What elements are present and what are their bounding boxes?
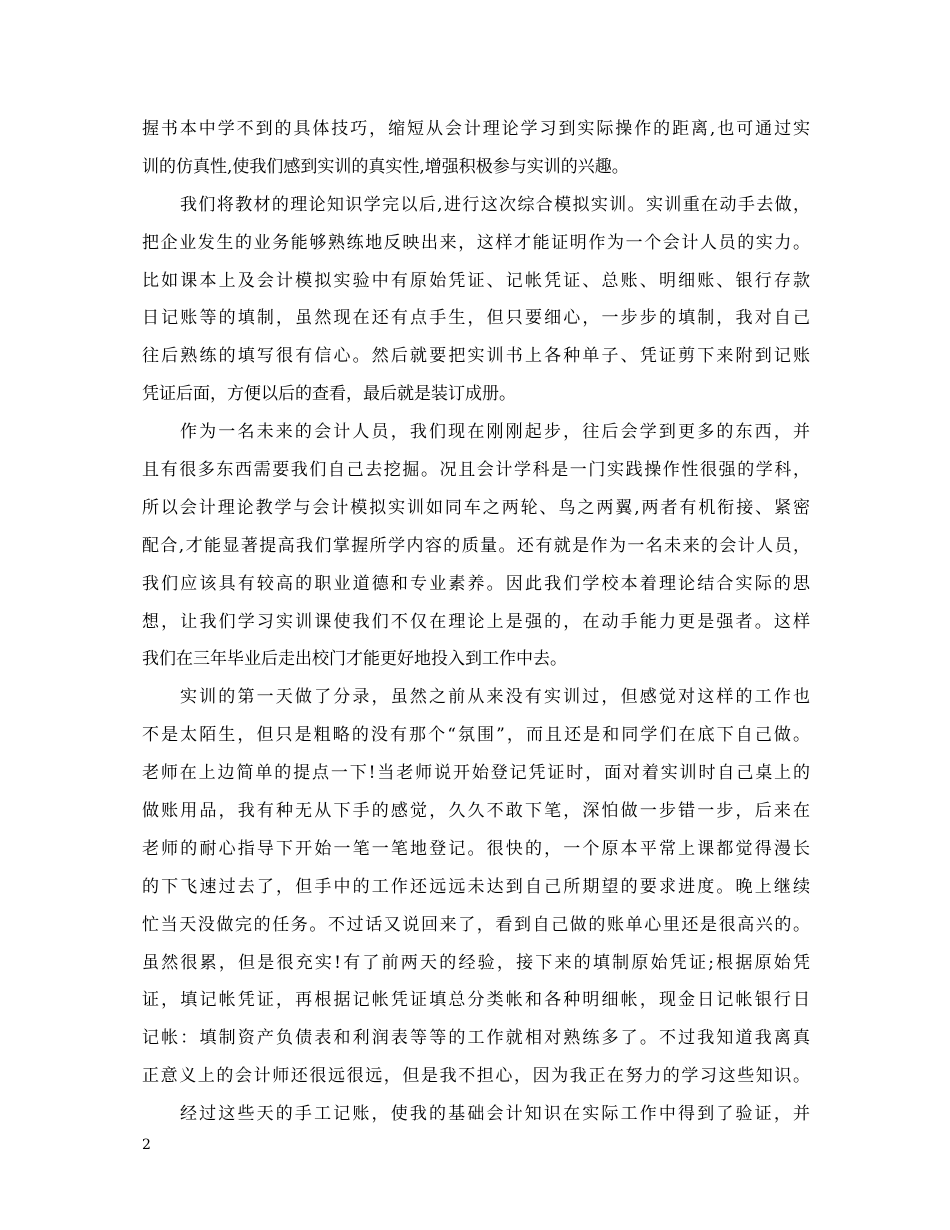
text-line: 我们将教材的理论知识学完以后,进行这次综合模拟实训。实训重在动手去做，	[180, 194, 810, 215]
text-line: 日记账等的填制，虽然现在还有点手生，但只要细心，一步步的填制，我对自己	[142, 308, 810, 329]
page-number: 2	[142, 1137, 151, 1153]
text-line: 证，填记帐凭证，再根据记帐凭证填总分类帐和各种明细帐，现金日记帐银行日	[142, 990, 810, 1011]
text-line: 所以会计理论教学与会计模拟实训如同车之两轮、鸟之两翼,两者有机衔接、紧密	[142, 497, 810, 518]
text-line: 配合,才能显著提高我们掌握所学内容的质量。还有就是作为一名未来的会计人员，	[142, 535, 810, 556]
text-line: 把企业发生的业务能够熟练地反映出来，这样才能证明作为一个会计人员的实力。	[142, 232, 810, 253]
text-line: 正意义上的会计师还很远很远，但是我不担心，因为我正在努力的学习这些知识。	[142, 1066, 810, 1087]
text-line: 做账用品，我有种无从下手的感觉，久久不敢下笔，深怕做一步错一步，后来在	[142, 801, 810, 822]
text-line: 虽然很累，但是很充实!有了前两天的经验，接下来的填制原始凭证;根据原始凭	[142, 952, 810, 973]
text-line: 比如课本上及会计模拟实验中有原始凭证、记帐凭证、总账、明细账、银行存款	[142, 270, 810, 291]
text-line: 且有很多东西需要我们自己去挖掘。况且会计学科是一门实践操作性很强的学科，	[142, 460, 810, 481]
text-line: 往后熟练的填写很有信心。然后就要把实训书上各种单子、凭证剪下来附到记账	[142, 346, 810, 367]
text-line: 记帐：填制资产负债表和利润表等等的工作就相对熟练多了。不过我知道我离真	[142, 1028, 810, 1049]
body-text	[142, 111, 810, 1134]
text-line: 实训的第一天做了分录，虽然之前从来没有实训过，但感觉对这样的工作也	[180, 687, 810, 708]
text-line: 经过这些天的手工记账，使我的基础会计知识在实际工作中得到了验证，并	[180, 1104, 810, 1125]
text-line: 作为一名未来的会计人员，我们现在刚刚起步，往后会学到更多的东西，并	[180, 422, 810, 443]
text-line: 老师的耐心指导下开始一笔一笔地登记。很快的，一个原本平常上课都觉得漫长	[142, 838, 810, 859]
text-line: 我们应该具有较高的职业道德和专业素养。因此我们学校本着理论结合实际的思	[142, 573, 810, 594]
text-line: 握书本中学不到的具体技巧，缩短从会计理论学习到实际操作的距离,也可通过实	[142, 119, 810, 139]
text-line: 不是太陌生，但只是粗略的没有那个“氛围”，而且还是和同学们在底下自己做。	[142, 725, 810, 746]
text-line: 凭证后面，方便以后的查看，最后就是装订成册。	[142, 384, 516, 405]
text-line: 忙当天没做完的任务。不过话又说回来了，看到自己做的账单心里还是很高兴的。	[142, 914, 810, 935]
text-line: 训的仿真性,使我们感到实训的真实性,增强积极参与实训的兴趣。	[142, 156, 629, 177]
text-line: 的下飞速过去了，但手中的工作还远远未达到自己所期望的要求进度。晚上继续	[142, 876, 810, 897]
text-line: 想，让我们学习实训课使我们不仅在理论上是强的，在动手能力更是强者。这样	[142, 611, 810, 632]
text-line: 老师在上边简单的提点一下!当老师说开始登记凭证时，面对着实训时自己桌上的	[142, 763, 810, 784]
text-line: 我们在三年毕业后走出校门才能更好地投入到工作中去。	[142, 649, 567, 670]
